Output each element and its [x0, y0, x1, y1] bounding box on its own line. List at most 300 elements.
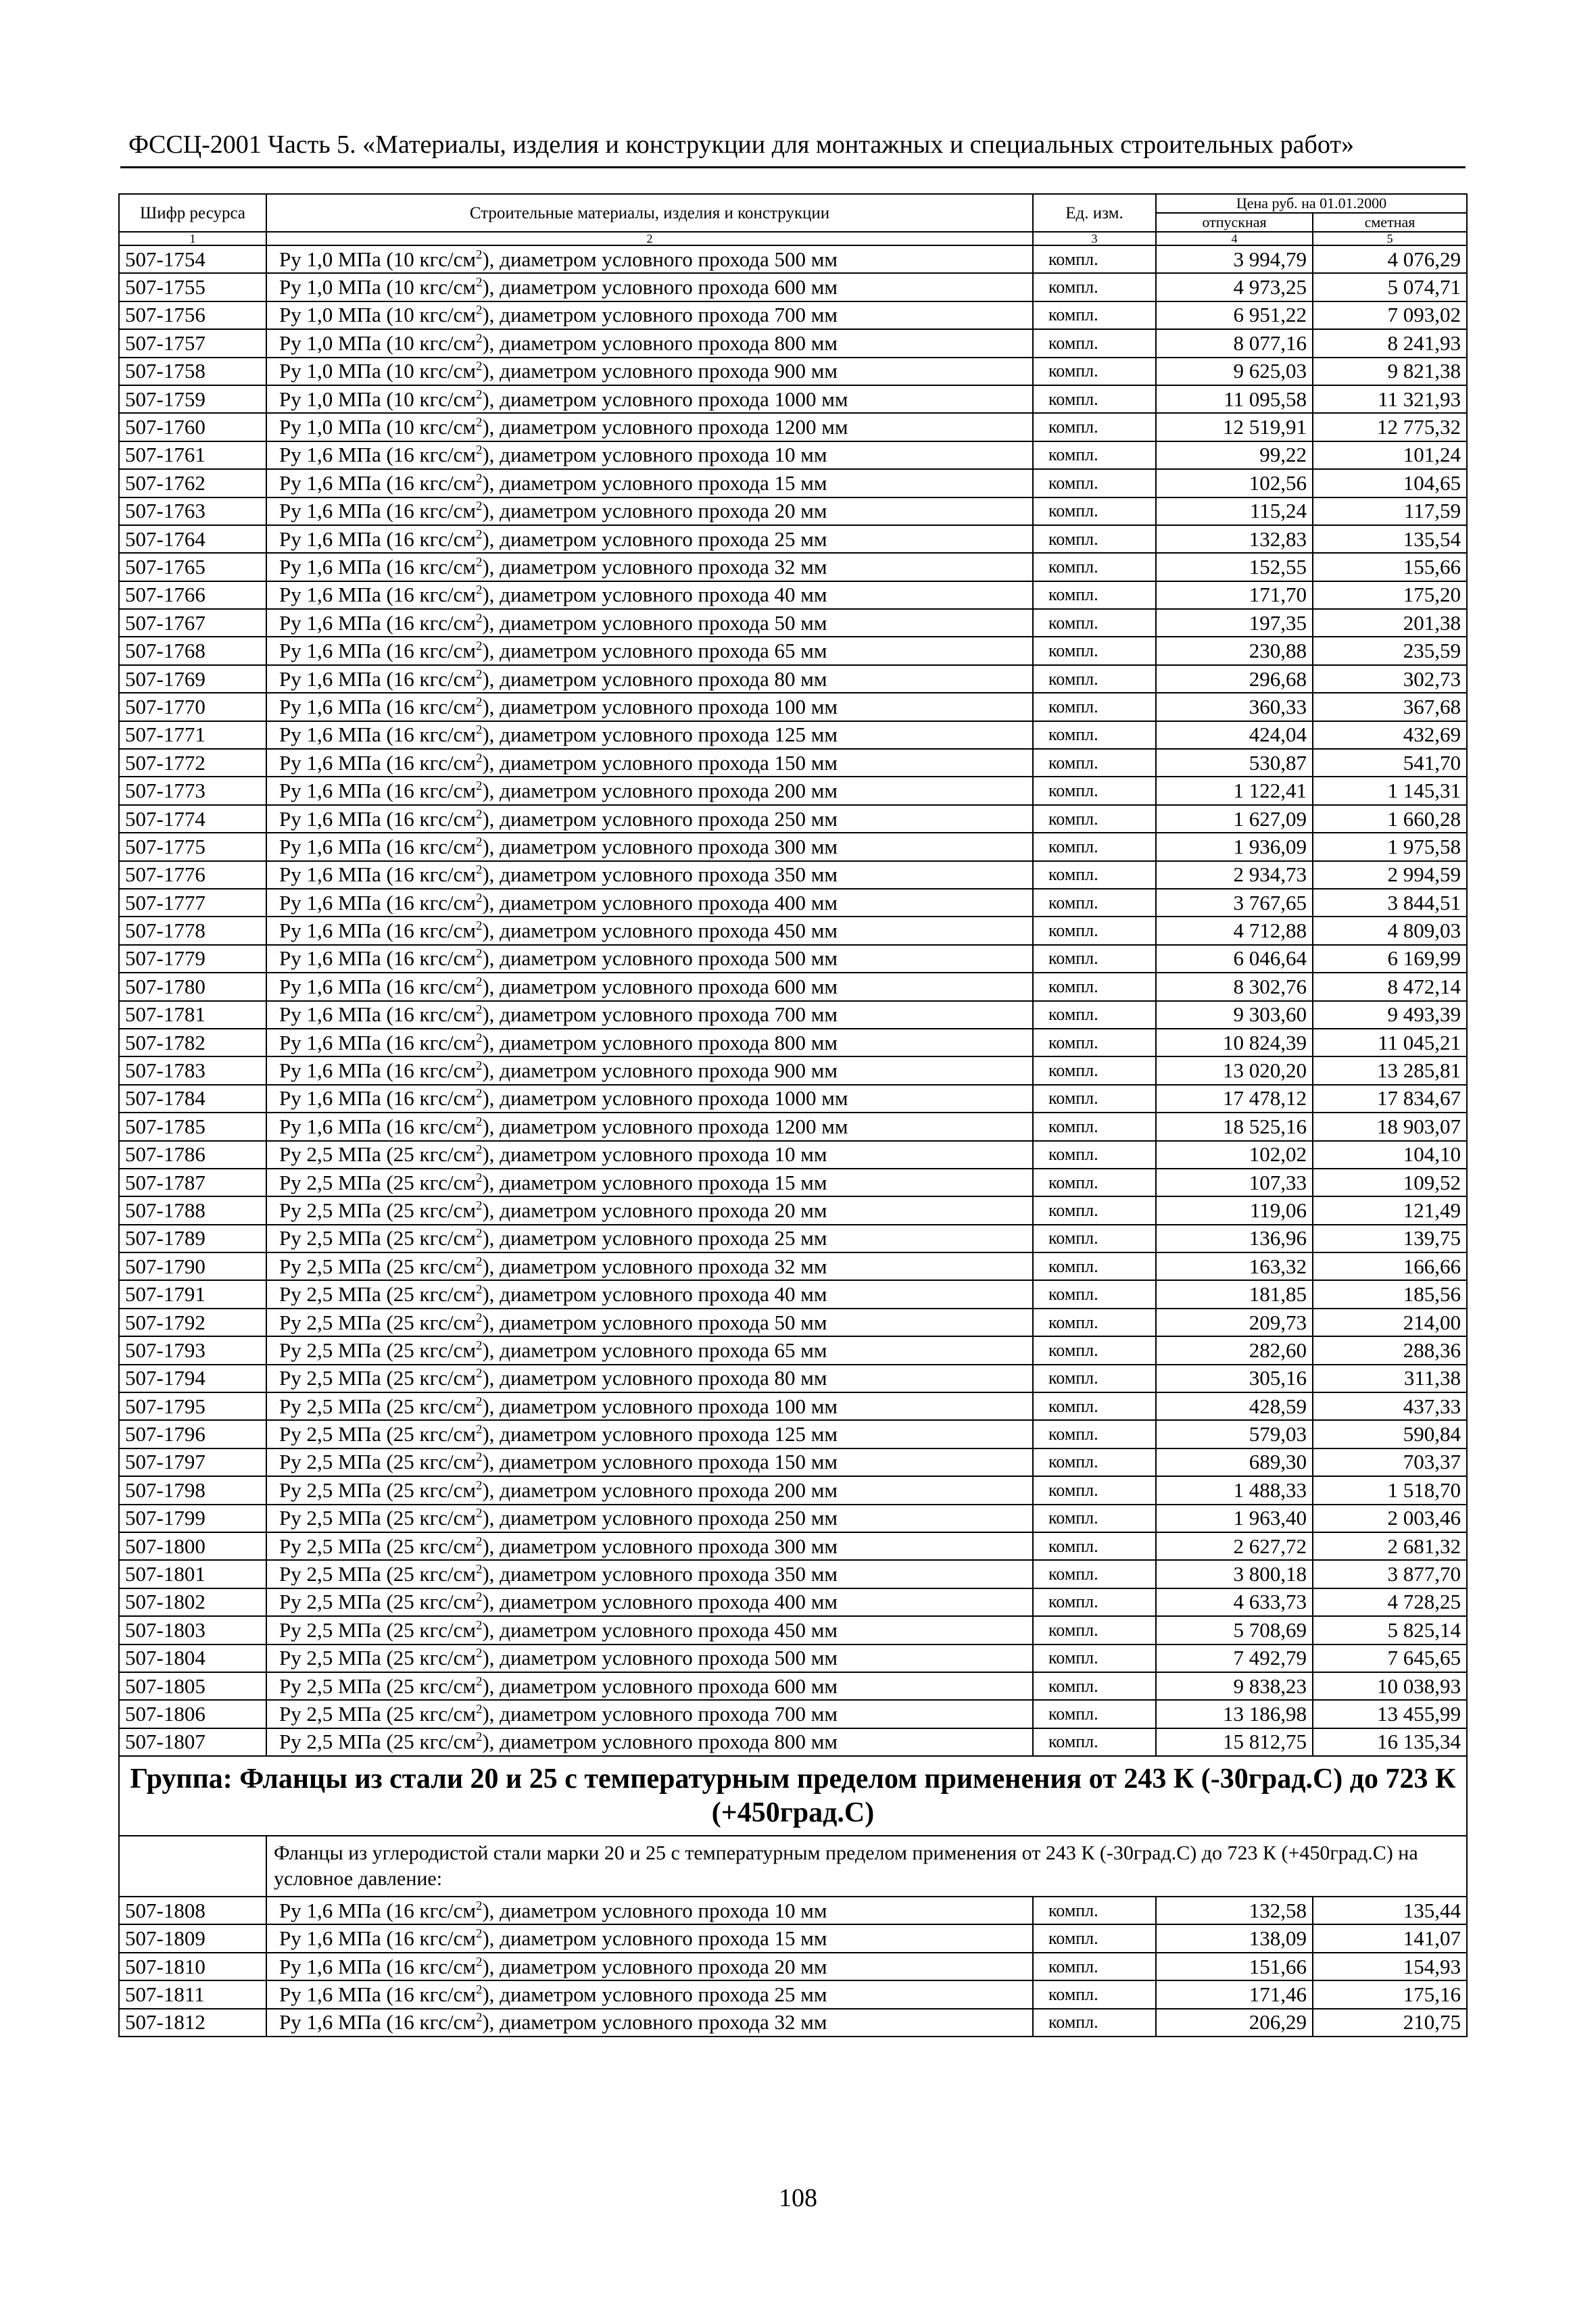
material-name-pre: Ру 1,6 МПа (16 кгс/см	[279, 919, 477, 943]
estimate-price-cell: 13 285,81	[1313, 1056, 1467, 1084]
superscript-exponent: 2	[476, 835, 483, 850]
resource-code-cell: 507-1796	[119, 1420, 266, 1448]
superscript-exponent: 2	[476, 1366, 483, 1381]
material-name-pre: Ру 2,5 МПа (25 кгс/см	[279, 1730, 477, 1754]
table-row	[119, 1196, 1467, 1224]
material-name-pre: Ру 1,6 МПа (16 кгс/см	[279, 1898, 477, 1922]
release-price-cell: 428,59	[1156, 1392, 1313, 1420]
unit-cell: компл.	[1033, 1001, 1156, 1029]
material-name-pre: Ру 1,6 МПа (16 кгс/см	[279, 554, 477, 579]
unit-cell: компл.	[1033, 1085, 1156, 1113]
estimate-price-cell: 12 775,32	[1313, 413, 1467, 441]
material-name-post: ), диаметром условного прохода 400 мм	[482, 1590, 838, 1614]
table-row	[119, 1085, 1467, 1113]
material-name-cell	[266, 1365, 1033, 1392]
table-row	[119, 441, 1467, 469]
resource-code-cell: 507-1798	[119, 1476, 266, 1504]
superscript-exponent: 2	[476, 555, 483, 570]
release-price-cell: 9 838,23	[1156, 1672, 1313, 1700]
material-name-cell	[266, 245, 1033, 273]
material-name-post: ), диаметром условного прохода 800 мм	[482, 1730, 838, 1754]
col-number: 3	[1033, 232, 1156, 245]
estimate-price-cell: 109,52	[1313, 1169, 1467, 1196]
material-name-pre: Ру 1,0 МПа (10 кгс/см	[279, 331, 477, 355]
release-price-cell: 579,03	[1156, 1420, 1313, 1448]
material-name-cell	[266, 917, 1033, 944]
material-name-cell	[266, 609, 1033, 637]
superscript-exponent: 2	[476, 751, 483, 766]
table-row	[119, 1448, 1467, 1476]
estimate-price-cell: 7 093,02	[1313, 301, 1467, 329]
material-name-post: ), диаметром условного прохода 350 мм	[482, 862, 838, 887]
table-row	[119, 1392, 1467, 1420]
release-price-cell: 230,88	[1156, 637, 1313, 664]
material-name-cell	[266, 749, 1033, 777]
unit-cell: компл.	[1033, 945, 1156, 973]
material-name-pre: Ру 2,5 МПа (25 кгс/см	[279, 1674, 477, 1698]
unit-cell: компл.	[1033, 525, 1156, 553]
superscript-exponent: 2	[476, 1674, 483, 1689]
superscript-exponent: 2	[476, 2011, 483, 2026]
col-header-unit: Ед. изм.	[1033, 194, 1156, 232]
material-name-post: ), диаметром условного прохода 80 мм	[482, 1366, 827, 1390]
material-name-post: ), диаметром условного прохода 1000 мм	[482, 387, 848, 411]
resource-code-cell: 507-1755	[119, 273, 266, 301]
estimate-price-cell: 8 241,93	[1313, 329, 1467, 357]
release-price-cell: 132,58	[1156, 1897, 1313, 1924]
unit-cell: компл.	[1033, 1700, 1156, 1728]
superscript-exponent: 2	[476, 807, 483, 822]
resource-code-cell: 507-1771	[119, 721, 266, 749]
release-price-cell: 7 492,79	[1156, 1644, 1313, 1672]
release-price-cell: 115,24	[1156, 497, 1313, 525]
material-name-cell	[266, 1953, 1033, 1980]
table-row	[119, 861, 1467, 889]
material-name-cell	[266, 1113, 1033, 1140]
table-row	[119, 1532, 1467, 1560]
unit-cell: компл.	[1033, 1476, 1156, 1504]
resource-code-cell: 507-1764	[119, 525, 266, 553]
superscript-exponent: 2	[476, 1142, 483, 1157]
table-row	[119, 1505, 1467, 1532]
material-name-cell	[266, 637, 1033, 664]
resource-code-cell: 507-1761	[119, 441, 266, 469]
resource-code-cell: 507-1762	[119, 469, 266, 497]
resource-code-cell: 507-1773	[119, 777, 266, 804]
material-name-cell	[266, 1897, 1033, 1924]
table-row	[119, 1169, 1467, 1196]
unit-cell: компл.	[1033, 833, 1156, 860]
material-name-pre: Ру 1,0 МПа (10 кгс/см	[279, 387, 477, 411]
estimate-price-cell: 541,70	[1313, 749, 1467, 777]
unit-cell: компл.	[1033, 469, 1156, 497]
resource-code-cell: 507-1793	[119, 1336, 266, 1364]
estimate-price-cell: 121,49	[1313, 1196, 1467, 1224]
resource-code-cell: 507-1786	[119, 1141, 266, 1169]
resource-code-cell: 507-1782	[119, 1029, 266, 1056]
material-name-pre: Ру 1,6 МПа (16 кгс/см	[279, 974, 477, 998]
superscript-exponent: 2	[476, 247, 483, 262]
table-row	[119, 1476, 1467, 1504]
resource-code-cell: 507-1794	[119, 1365, 266, 1392]
material-name-pre: Ру 1,6 МПа (16 кгс/см	[279, 1926, 477, 1951]
release-price-cell: 1 122,41	[1156, 777, 1313, 804]
table-row	[119, 917, 1467, 944]
estimate-price-cell: 104,10	[1313, 1141, 1467, 1169]
material-name-cell	[266, 1085, 1033, 1113]
superscript-exponent: 2	[476, 1618, 483, 1633]
unit-cell: компл.	[1033, 245, 1156, 273]
release-price-cell: 119,06	[1156, 1196, 1313, 1224]
resource-code-cell: 507-1809	[119, 1924, 266, 1952]
release-price-cell: 530,87	[1156, 749, 1313, 777]
unit-cell: компл.	[1033, 581, 1156, 609]
material-name-cell	[266, 777, 1033, 804]
material-name-cell	[266, 1448, 1033, 1476]
unit-cell: компл.	[1033, 1309, 1156, 1336]
resource-code-cell: 507-1776	[119, 861, 266, 889]
estimate-price-cell: 16 135,34	[1313, 1728, 1467, 1756]
material-name-cell	[266, 665, 1033, 693]
estimate-price-cell: 6 169,99	[1313, 945, 1467, 973]
resource-code-cell: 507-1812	[119, 2009, 266, 2037]
superscript-exponent: 2	[476, 583, 483, 598]
material-name-pre: Ру 1,6 МПа (16 кгс/см	[279, 1086, 477, 1111]
table-row	[119, 637, 1467, 664]
material-name-pre: Ру 2,5 МПа (25 кгс/см	[279, 1198, 477, 1222]
estimate-price-cell: 432,69	[1313, 721, 1467, 749]
superscript-exponent: 2	[476, 1702, 483, 1717]
superscript-exponent: 2	[476, 1982, 483, 1997]
release-price-cell: 9 625,03	[1156, 358, 1313, 385]
superscript-exponent: 2	[476, 1730, 483, 1745]
resource-code-cell: 507-1763	[119, 497, 266, 525]
material-name-pre: Ру 1,6 МПа (16 кгс/см	[279, 862, 477, 887]
unit-cell: компл.	[1033, 1252, 1156, 1280]
table-row	[119, 1924, 1467, 1952]
resource-code-cell: 507-1790	[119, 1252, 266, 1280]
resource-code-cell: 507-1801	[119, 1560, 266, 1588]
superscript-exponent: 2	[476, 1478, 483, 1493]
estimate-price-cell: 1 660,28	[1313, 805, 1467, 833]
material-name-cell	[266, 1280, 1033, 1308]
material-name-cell	[266, 441, 1033, 469]
table-row	[119, 945, 1467, 973]
resource-code-cell: 507-1795	[119, 1392, 266, 1420]
resource-code-cell: 507-1805	[119, 1672, 266, 1700]
header-rule	[120, 166, 1466, 168]
material-name-post: ), диаметром условного прохода 10 мм	[482, 1142, 827, 1167]
estimate-price-cell: 3 844,51	[1313, 889, 1467, 917]
resource-code-cell: 507-1797	[119, 1448, 266, 1476]
material-name-post: ), диаметром условного прохода 600 мм	[482, 1674, 838, 1698]
material-name-post: ), диаметром условного прохода 600 мм	[482, 275, 838, 299]
material-name-pre: Ру 1,6 МПа (16 кгс/см	[279, 946, 477, 971]
material-name-pre: Ру 2,5 МПа (25 кгс/см	[279, 1366, 477, 1390]
superscript-exponent: 2	[476, 695, 483, 710]
estimate-price-cell: 139,75	[1313, 1225, 1467, 1252]
unit-cell: компл.	[1033, 1029, 1156, 1056]
estimate-price-cell: 141,07	[1313, 1924, 1467, 1952]
release-price-cell: 4 712,88	[1156, 917, 1313, 944]
material-name-pre: Ру 2,5 МПа (25 кгс/см	[279, 1338, 477, 1362]
release-price-cell: 18 525,16	[1156, 1113, 1313, 1140]
material-name-cell	[266, 721, 1033, 749]
release-price-cell: 1 963,40	[1156, 1505, 1313, 1532]
material-name-post: ), диаметром условного прохода 400 мм	[482, 890, 838, 915]
material-name-post: ), диаметром условного прохода 450 мм	[482, 919, 838, 943]
estimate-price-cell: 185,56	[1313, 1280, 1467, 1308]
resource-code-cell: 507-1787	[119, 1169, 266, 1196]
release-price-cell: 11 095,58	[1156, 385, 1313, 413]
table-row	[119, 1365, 1467, 1392]
release-price-cell: 1 936,09	[1156, 833, 1313, 860]
release-price-cell: 181,85	[1156, 1280, 1313, 1308]
unit-cell: компл.	[1033, 1056, 1156, 1084]
release-price-cell: 305,16	[1156, 1365, 1313, 1392]
material-name-post: ), диаметром условного прохода 150 мм	[482, 1450, 838, 1474]
material-name-cell	[266, 2009, 1033, 2037]
unit-cell: компл.	[1033, 1505, 1156, 1532]
superscript-exponent: 2	[476, 1058, 483, 1073]
release-price-cell: 107,33	[1156, 1169, 1313, 1196]
material-name-cell	[266, 358, 1033, 385]
unit-cell: компл.	[1033, 1420, 1156, 1448]
material-name-post: ), диаметром условного прохода 32 мм	[482, 2010, 827, 2034]
unit-cell: компл.	[1033, 749, 1156, 777]
unit-cell: компл.	[1033, 1616, 1156, 1644]
material-name-pre: Ру 1,6 МПа (16 кгс/см	[279, 2010, 477, 2034]
material-name-pre: Ру 1,6 МПа (16 кгс/см	[279, 583, 477, 607]
material-name-post: ), диаметром условного прохода 20 мм	[482, 499, 827, 523]
table-row	[119, 1309, 1467, 1336]
estimate-price-cell: 2 003,46	[1313, 1505, 1467, 1532]
material-name-cell	[266, 1672, 1033, 1700]
resource-code-cell: 507-1775	[119, 833, 266, 860]
resource-code-cell: 507-1758	[119, 358, 266, 385]
material-name-cell	[266, 1924, 1033, 1952]
material-name-pre: Ру 1,6 МПа (16 кгс/см	[279, 750, 477, 775]
superscript-exponent: 2	[476, 862, 483, 877]
superscript-exponent: 2	[476, 1955, 483, 1970]
table-row	[119, 329, 1467, 357]
unit-cell: компл.	[1033, 917, 1156, 944]
release-price-cell: 3 800,18	[1156, 1560, 1313, 1588]
material-name-post: ), диаметром условного прохода 15 мм	[482, 470, 827, 495]
superscript-exponent: 2	[476, 1394, 483, 1409]
superscript-exponent: 2	[476, 1422, 483, 1437]
estimate-price-cell: 2 681,32	[1313, 1532, 1467, 1560]
group-subtitle-spacer	[119, 1836, 266, 1897]
material-name-pre: Ру 1,6 МПа (16 кгс/см	[279, 610, 477, 635]
material-name-cell	[266, 1001, 1033, 1029]
release-price-cell: 99,22	[1156, 441, 1313, 469]
table-row	[119, 301, 1467, 329]
material-name-cell	[266, 581, 1033, 609]
table-row	[119, 245, 1467, 273]
resource-code-cell: 507-1807	[119, 1728, 266, 1756]
estimate-price-cell: 2 994,59	[1313, 861, 1467, 889]
release-price-cell: 102,56	[1156, 469, 1313, 497]
table-row	[119, 973, 1467, 1000]
unit-cell: компл.	[1033, 385, 1156, 413]
material-name-pre: Ру 2,5 МПа (25 кгс/см	[279, 1702, 477, 1726]
superscript-exponent: 2	[476, 919, 483, 933]
resource-code-cell: 507-1806	[119, 1700, 266, 1728]
superscript-exponent: 2	[476, 1590, 483, 1605]
material-name-cell	[266, 497, 1033, 525]
release-price-cell: 1 627,09	[1156, 805, 1313, 833]
release-price-cell: 2 627,72	[1156, 1532, 1313, 1560]
page-number: 108	[779, 2184, 817, 2212]
table-row	[119, 749, 1467, 777]
material-name-post: ), диаметром условного прохода 65 мм	[482, 639, 827, 663]
material-name-pre: Ру 1,6 МПа (16 кгс/см	[279, 1982, 477, 2006]
material-name-cell	[266, 861, 1033, 889]
material-name-pre: Ру 2,5 МПа (25 кгс/см	[279, 1590, 477, 1614]
material-name-post: ), диаметром условного прохода 10 мм	[482, 443, 827, 467]
table-row	[119, 1588, 1467, 1616]
material-name-cell	[266, 1420, 1033, 1448]
release-price-cell: 1 488,33	[1156, 1476, 1313, 1504]
resource-code-cell: 507-1760	[119, 413, 266, 441]
estimate-price-cell: 201,38	[1313, 609, 1467, 637]
material-name-pre: Ру 1,6 МПа (16 кгс/см	[279, 499, 477, 523]
table-row	[119, 1225, 1467, 1252]
material-name-cell	[266, 385, 1033, 413]
unit-cell: компл.	[1033, 1365, 1156, 1392]
superscript-exponent: 2	[476, 1227, 483, 1242]
release-price-cell: 171,70	[1156, 581, 1313, 609]
table-row	[119, 469, 1467, 497]
table-row	[119, 777, 1467, 804]
resource-code-cell: 507-1781	[119, 1001, 266, 1029]
estimate-price-cell: 10 038,93	[1313, 1672, 1467, 1700]
superscript-exponent: 2	[476, 611, 483, 626]
unit-cell: компл.	[1033, 1169, 1156, 1196]
material-name-pre: Ру 1,6 МПа (16 кгс/см	[279, 527, 477, 551]
resource-code-cell: 507-1802	[119, 1588, 266, 1616]
material-name-post: ), диаметром условного прохода 250 мм	[482, 806, 838, 831]
estimate-price-cell: 175,20	[1313, 581, 1467, 609]
material-name-post: ), диаметром условного прохода 900 мм	[482, 1058, 838, 1083]
material-name-post: ), диаметром условного прохода 450 мм	[482, 1617, 838, 1642]
material-name-pre: Ру 1,6 МПа (16 кгс/см	[279, 723, 477, 747]
material-name-cell	[266, 1616, 1033, 1644]
table-row	[119, 1616, 1467, 1644]
material-name-pre: Ру 2,5 МПа (25 кгс/см	[279, 1142, 477, 1167]
superscript-exponent: 2	[476, 947, 483, 962]
material-name-post: ), диаметром условного прохода 500 мм	[482, 1646, 838, 1670]
release-price-cell: 2 934,73	[1156, 861, 1313, 889]
material-name-post: ), диаметром условного прохода 500 мм	[482, 247, 838, 271]
superscript-exponent: 2	[476, 415, 483, 430]
material-name-post: ), диаметром условного прохода 1200 мм	[482, 1114, 848, 1138]
material-name-post: ), диаметром условного прохода 40 мм	[482, 1282, 827, 1307]
table-row	[119, 721, 1467, 749]
estimate-price-cell: 175,16	[1313, 1980, 1467, 2008]
material-name-cell	[266, 1169, 1033, 1196]
material-name-post: ), диаметром условного прохода 500 мм	[482, 946, 838, 971]
superscript-exponent: 2	[476, 779, 483, 794]
estimate-price-cell: 590,84	[1313, 1420, 1467, 1448]
estimate-price-cell: 5 825,14	[1313, 1616, 1467, 1644]
material-name-cell	[266, 525, 1033, 553]
material-name-cell	[266, 1252, 1033, 1280]
estimate-price-cell: 9 493,39	[1313, 1001, 1467, 1029]
table-row	[119, 358, 1467, 385]
material-name-pre: Ру 1,6 МПа (16 кгс/см	[279, 1002, 477, 1027]
superscript-exponent: 2	[476, 275, 483, 290]
material-name-cell	[266, 1141, 1033, 1169]
release-price-cell: 3 767,65	[1156, 889, 1313, 917]
resource-code-cell: 507-1783	[119, 1056, 266, 1084]
estimate-price-cell: 288,36	[1313, 1336, 1467, 1364]
material-name-post: ), диаметром условного прохода 65 мм	[482, 1338, 827, 1362]
superscript-exponent: 2	[476, 1338, 483, 1353]
estimate-price-cell: 135,44	[1313, 1897, 1467, 1924]
material-name-post: ), диаметром условного прохода 1000 мм	[482, 1086, 848, 1111]
table-row	[119, 1252, 1467, 1280]
material-name-pre: Ру 1,6 МПа (16 кгс/см	[279, 806, 477, 831]
group-subtitle: Фланцы из углеродистой стали марки 20 и 25 с температурным пределом применения от 243 К (-30град.С) до 723 К (+450град.С) на условное давление:	[266, 1836, 1467, 1897]
material-name-cell	[266, 1029, 1033, 1056]
unit-cell: компл.	[1033, 2009, 1156, 2037]
release-price-cell: 102,02	[1156, 1141, 1313, 1169]
table-row	[119, 1141, 1467, 1169]
table-row	[119, 1897, 1467, 1924]
material-name-cell	[266, 1392, 1033, 1420]
resource-code-cell: 507-1777	[119, 889, 266, 917]
material-name-pre: Ру 1,6 МПа (16 кгс/см	[279, 694, 477, 718]
table-row	[119, 1953, 1467, 1980]
resource-code-cell: 507-1780	[119, 973, 266, 1000]
table-row	[119, 1980, 1467, 2008]
release-price-cell: 360,33	[1156, 693, 1313, 721]
material-name-cell	[266, 469, 1033, 497]
table-row	[119, 889, 1467, 917]
resource-code-cell: 507-1772	[119, 749, 266, 777]
material-name-pre: Ру 2,5 МПа (25 кгс/см	[279, 1170, 477, 1194]
material-name-post: ), диаметром условного прохода 15 мм	[482, 1926, 827, 1951]
release-price-cell: 4 633,73	[1156, 1588, 1313, 1616]
estimate-price-cell: 311,38	[1313, 1365, 1467, 1392]
superscript-exponent: 2	[476, 891, 483, 906]
material-name-pre: Ру 2,5 МПа (25 кгс/см	[279, 1254, 477, 1278]
table-row	[119, 1672, 1467, 1700]
material-name-pre: Ру 1,6 МПа (16 кгс/см	[279, 1058, 477, 1083]
group-section	[119, 1756, 1467, 1897]
superscript-exponent: 2	[476, 331, 483, 346]
material-name-post: ), диаметром условного прохода 200 мм	[482, 779, 838, 803]
release-price-cell: 296,68	[1156, 665, 1313, 693]
resource-code-cell: 507-1766	[119, 581, 266, 609]
material-name-pre: Ру 1,6 МПа (16 кгс/см	[279, 666, 477, 691]
col-header-price: Цена руб. на 01.01.2000	[1156, 194, 1467, 213]
unit-cell: компл.	[1033, 1392, 1156, 1420]
material-name-cell	[266, 553, 1033, 581]
material-name-post: ), диаметром условного прохода 25 мм	[482, 1982, 827, 2006]
material-name-cell	[266, 805, 1033, 833]
col-header-release: отпускная	[1156, 213, 1313, 232]
unit-cell: компл.	[1033, 777, 1156, 804]
table-row	[119, 609, 1467, 637]
estimate-price-cell: 135,54	[1313, 525, 1467, 553]
unit-cell: компл.	[1033, 358, 1156, 385]
superscript-exponent: 2	[476, 1171, 483, 1186]
resource-code-cell: 507-1811	[119, 1980, 266, 2008]
unit-cell: компл.	[1033, 1336, 1156, 1364]
